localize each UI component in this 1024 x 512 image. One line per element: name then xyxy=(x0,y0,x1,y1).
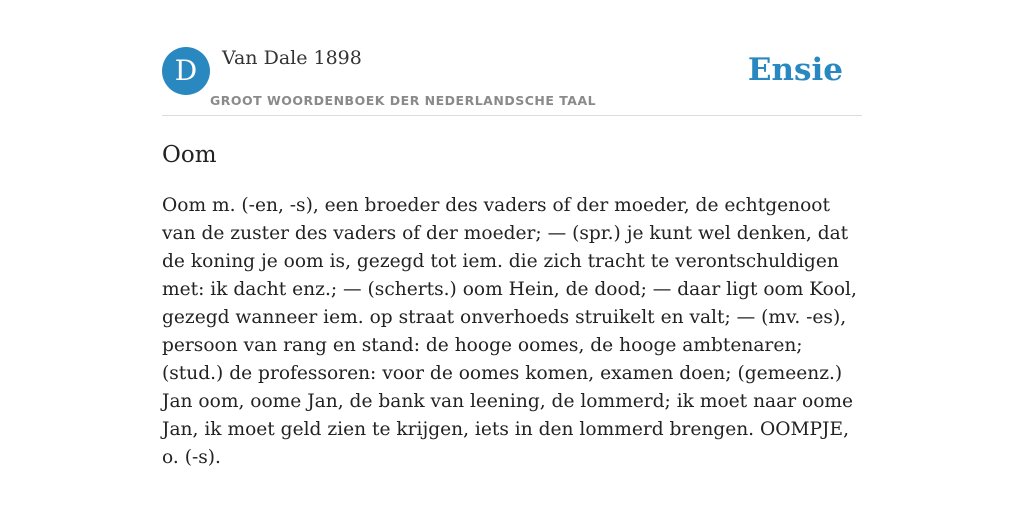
source-header xyxy=(162,46,862,116)
entry-headword: Oom xyxy=(162,142,217,168)
entry-definition: Oom m. (-en, -s), een broeder des vaders of der moeder, de echtgenoot van de zuster des vaders of der moeder; — (spr.) je kunt wel denken, dat de koning je oom is, gezegd tot iem. die zich tracht te verontschuldigen met: ik dacht enz.; — (scherts.) oom Hein, de dood; — daar ligt oom Kool, gezegd wanneer iem. op straat onverhoeds struikelt en valt; — (mv. -es), persoon van rang en stand: de hooge oomes, de hooge ambtenaren; (stud.) de professoren: voor de oomes komen, examen doen; (gemeenz.) Jan oom, oome Jan, de bank van leening, de lommerd; ik moet naar oome Jan, ik moet geld zien te krijgen, iets in den lommerd brengen. OOMPJE, o. (-s). xyxy=(162,195,857,468)
source-logo[interactable]: D xyxy=(162,47,210,95)
source-subtitle: GROOT WOORDENBOEK DER NEDERLANDSCHE TAAL xyxy=(210,93,597,108)
brand-logo[interactable]: Ensie xyxy=(747,52,843,88)
source-title[interactable]: Van Dale 1898 xyxy=(222,47,362,69)
